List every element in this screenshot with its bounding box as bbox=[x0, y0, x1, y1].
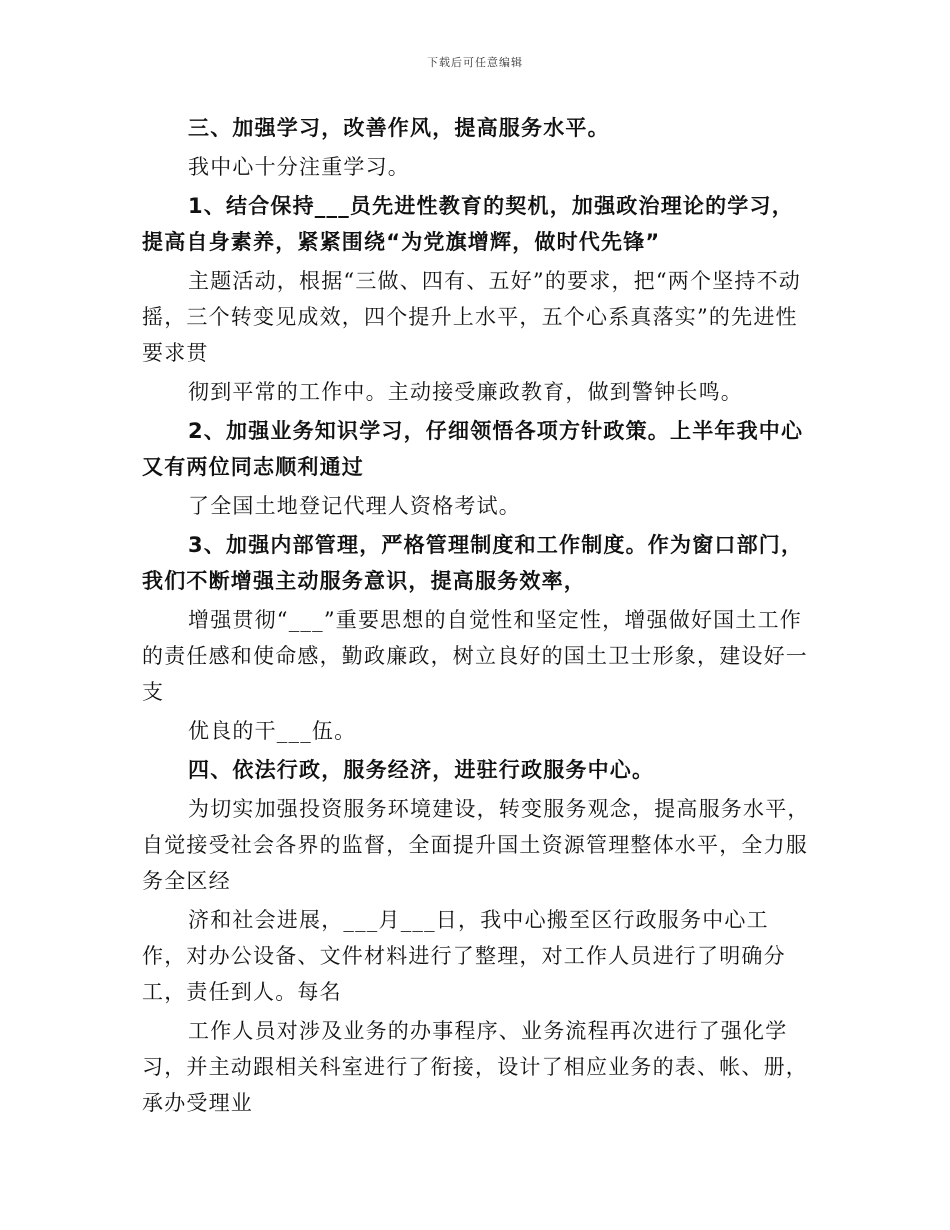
numbered-heading-3: 3、加强内部管理，严格管理制度和工作制度。作为窗口部门，我们不断增强主动服务意识，提高服务效率， bbox=[142, 533, 804, 593]
section-heading-3: 三、加强学习，改善作风，提高服务水平。 bbox=[188, 116, 610, 140]
paragraph: 了全国土地登记代理人资格考试。 bbox=[188, 494, 521, 518]
numbered-heading-1: 1、结合保持___员先进性教育的契机，加强政治理论的学习，提高自身素养，紧紧围绕“为党旗增辉，做时代先锋” bbox=[142, 194, 794, 254]
paragraph: 增强贯彻“___”重要思想的自觉性和坚定性，增强做好国土工作的责任感和使命感，勤政廉政，树立良好的国土卫士形象，建设好一支 bbox=[142, 608, 808, 704]
paragraph: 彻到平常的工作中。主动接受廉政教育，做到警钟长鸣。 bbox=[188, 380, 743, 404]
paragraph: 优良的干___伍。 bbox=[188, 719, 357, 743]
paragraph: 我中心十分注重学习。 bbox=[188, 155, 410, 179]
page-header-note: 下载后可任意编辑 bbox=[427, 56, 523, 69]
paragraph: 为切实加强投资服务环境建设，转变服务观念，提高服务水平，自觉接受社会各界的监督，全面提升国土资源管理整体水平，全力服务全区经 bbox=[142, 797, 810, 893]
document-body bbox=[142, 110, 812, 1121]
section-heading-4: 四、依法行政，服务经济，进驻行政服务中心。 bbox=[188, 758, 655, 782]
numbered-heading-2: 2、加强业务知识学习，仔细领悟各项方针政策。上半年我中心又有两位同志顺利通过 bbox=[142, 419, 804, 479]
paragraph: 工作人员对涉及业务的办事程序、业务流程再次进行了强化学习，并主动跟相关科室进行了衔接，设计了相应业务的表、帐、册，承办受理业 bbox=[142, 1019, 808, 1115]
paragraph: 济和社会进展，___月___日，我中心搬至区行政服务中心工作，对办公设备、文件材料进行了整理，对工作人员进行了明确分工，责任到人。每名 bbox=[142, 908, 786, 1004]
paragraph: 主题活动，根据“三做、四有、五好”的要求，把“两个坚持不动摇，三个转变见成效，四个提升上水平，五个心系真落实”的先进性要求贯 bbox=[142, 269, 802, 365]
